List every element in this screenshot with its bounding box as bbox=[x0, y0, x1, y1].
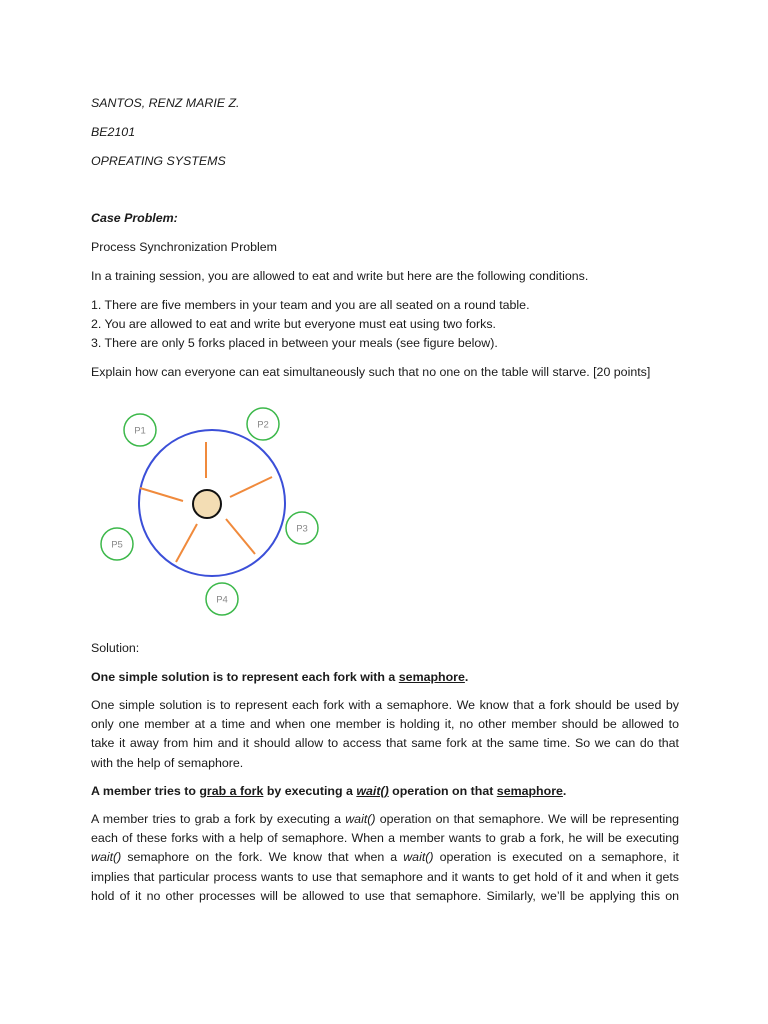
fork-5 bbox=[226, 519, 255, 554]
fork-3 bbox=[230, 477, 272, 497]
process-label-p1: P1 bbox=[134, 425, 146, 437]
condition-3: 3. There are only 5 forks placed in between your meals (see figure below). bbox=[91, 336, 498, 350]
condition-1: 1. There are five members in your team and you are all seated on a round table. bbox=[91, 298, 530, 312]
process-label-p3: P3 bbox=[296, 523, 308, 535]
case-heading: Case Problem: bbox=[91, 211, 178, 225]
section-code: BE2101 bbox=[91, 125, 136, 139]
solution-paragraph-1 bbox=[91, 696, 679, 773]
paragraph-line: implies that particular process wants to use that semaphore and it wants to get hold of it and when it gets bbox=[91, 869, 679, 884]
case-title: Process Synchronization Problem bbox=[91, 240, 277, 254]
bowl bbox=[193, 490, 221, 518]
process-node-p3 bbox=[286, 512, 318, 544]
case-intro: In a training session, you are allowed to eat and write but here are the following conditions. bbox=[91, 269, 589, 283]
paragraph-line: each of these forks with a help of semaphore. When a member wants to grab a fork, he will be executing bbox=[91, 831, 679, 846]
dining-table-figure bbox=[95, 400, 335, 620]
condition-2: 2. You are allowed to eat and write but everyone must eat using two forks. bbox=[91, 317, 496, 331]
paragraph-line: hold of it no other processes will be allowed to use that semaphore. Similarly, we’ll be applying this on bbox=[91, 888, 679, 903]
solution-label: Solution: bbox=[91, 641, 140, 655]
fork-4 bbox=[176, 524, 197, 562]
process-node-p1 bbox=[124, 414, 156, 446]
paragraph-line: take it away from him and it should allow to access that same fork at the same time. So we can do that bbox=[91, 736, 679, 751]
solution-heading-2: A member tries to grab a fork by executing a wait() operation on that semaphore. bbox=[91, 784, 567, 798]
paragraph-line: with the help of semaphore. bbox=[91, 755, 244, 770]
paragraph-line: One simple solution is to represent each fork with a semaphore. We know that a fork should be used by bbox=[91, 698, 679, 712]
paragraph-line: wait() semaphore on the fork. We know that when a wait() operation is executed on a semaphore, it bbox=[91, 850, 679, 865]
course-title: OPREATING SYSTEMS bbox=[91, 154, 226, 168]
paragraph-line: only one member at a time and when one member is holding it, no other member should be allowed to bbox=[91, 717, 679, 732]
process-label-p4: P4 bbox=[216, 594, 228, 606]
student-name: SANTOS, RENZ MARIE Z. bbox=[91, 96, 240, 110]
process-node-p4 bbox=[206, 583, 238, 615]
process-label-p2: P2 bbox=[257, 419, 269, 431]
solution-paragraph-2 bbox=[91, 810, 679, 906]
fork-2 bbox=[140, 488, 183, 501]
paragraph-line: A member tries to grab a fork by executing a wait() operation on that semaphore. We will be representing bbox=[91, 812, 679, 826]
process-node-p5 bbox=[101, 528, 133, 560]
process-label-p5: P5 bbox=[111, 539, 123, 551]
process-node-p2 bbox=[247, 408, 279, 440]
solution-heading-1: One simple solution is to represent each fork with a semaphore. bbox=[91, 670, 469, 684]
case-question: Explain how can everyone can eat simultaneously such that no one on the table will starve. [20 points] bbox=[91, 365, 651, 379]
